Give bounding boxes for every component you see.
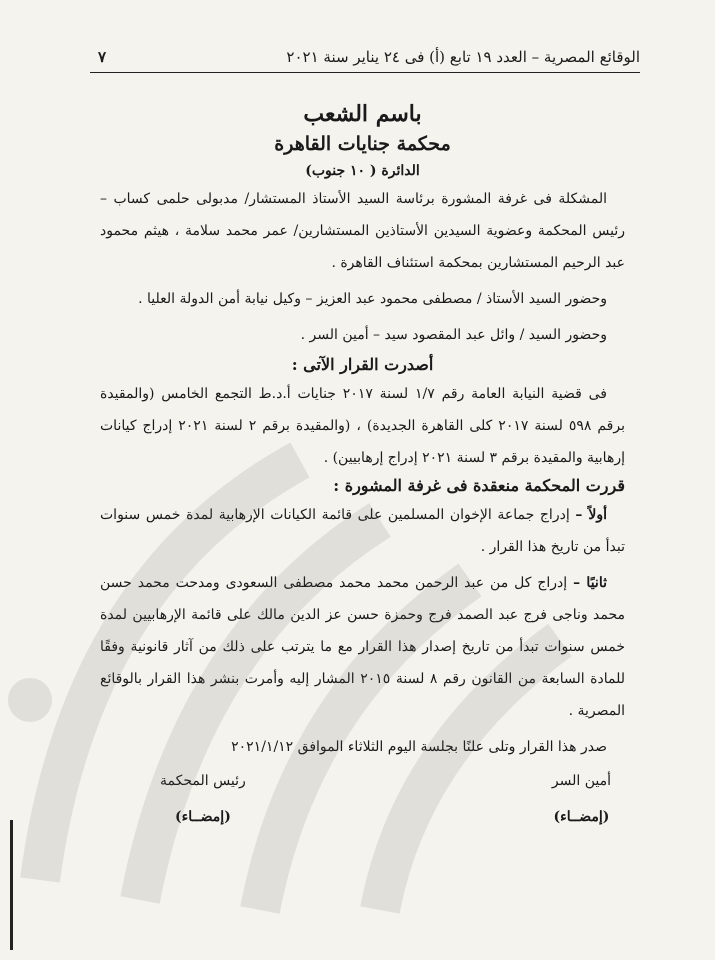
running-title: الوقائع المصرية – العدد ١٩ تابع (أ) فى ٢٤ يناير سنة ٢٠٢١ [286, 48, 640, 66]
page-number: ٧ [98, 48, 107, 66]
secretary-attendance-paragraph: وحضور السيد / وائل عبد المقصود سيد – أمين السر . [300, 327, 607, 343]
margin-divider [10, 820, 13, 950]
page-header [90, 48, 640, 73]
decision-item-second-text: إدراج كل من عبد الرحمن محمد محمد مصطفى السعودى ومدحت محمد حسن محمد وناجى فرج عبد الصمد فرج وحمزة حسن عز الدين مالك على قائمة الإرهابيين لمدة خمس سنوات تبدأ من تاريخ إصدار هذا القرار مع ما يترتب على ذلك من آثار قانونية وفقًا للمادة السابعة من القانون رقم ٨ لسنة ٢٠١٥ المشار إليه وأمرت بنشر هذا القرار بالوقائع المصرية . [100, 575, 625, 719]
case-reference-paragraph: فى قضية النيابة العامة رقم ١/٧ لسنة ٢٠١٧ جنايات أ.د.ط التجمع الخامس (والمقيدة برقم ٥٩٨ لسنة ٢٠١٧ كلى القاهرة الجديدة) ، (والمقيدة برقم ٢ لسنة ٢٠٢١ إدراج كيانات إرهابية والمقيدة برقم ٣ لسنة ٢٠٢١ إدراج إرهابيين) . [100, 386, 625, 466]
secretary-signature [552, 773, 611, 825]
decision-item-first-text: إدراج جماعة الإخوان المسلمين على قائمة الكيانات الإرهابية لمدة خمس سنوات تبدأ من تاريخ هذا القرار . [100, 507, 625, 555]
issued-decision-heading: أصدرت القرار الآتى : [291, 355, 434, 374]
issuance-paragraph: صدر هذا القرار وتلى علنًا بجلسة اليوم الثلاثاء الموافق ٢٠٢١/١/١٢ [231, 739, 607, 755]
prosecution-attendance-paragraph: وحضور السيد الأستاذ / مصطفى محمود عبد العزيز – وكيل نيابة أمن الدولة العليا . [138, 291, 607, 307]
secretary-title: أمين السر [551, 773, 611, 789]
decision-item-second [100, 567, 625, 727]
panel-composition-paragraph: المشكلة فى غرفة المشورة برئاسة السيد الأستاذ المستشار/ مدبولى حلمى كساب – رئيس المحكمة وعضوية السيدين الأستاذين المستشارين/ عمر محمد سلامة ، هيثم محمود عبد الرحيم المستشارين بمحكمة استئناف القاهرة . [100, 191, 625, 271]
president-sign: (إمضــاء) [174, 809, 231, 825]
court-name: محكمة جنايات القاهرة [274, 133, 451, 155]
decision-item-first-label: أولاً – [575, 507, 607, 523]
circuit-name: الدائرة ( ١٠ جنوب) [305, 163, 420, 179]
president-title: رئيس المحكمة [160, 773, 246, 789]
president-signature [160, 773, 246, 825]
decision-item-second-label: ثانيًا – [573, 575, 607, 591]
signature-block [100, 773, 625, 825]
decision-item-first [100, 499, 625, 563]
secretary-sign: (إمضــاء) [553, 809, 610, 825]
title-in-the-name-of-the-people: باسم الشعب [303, 101, 422, 127]
decided-heading: قررت المحكمة منعقدة فى غرفة المشورة : [333, 476, 625, 495]
